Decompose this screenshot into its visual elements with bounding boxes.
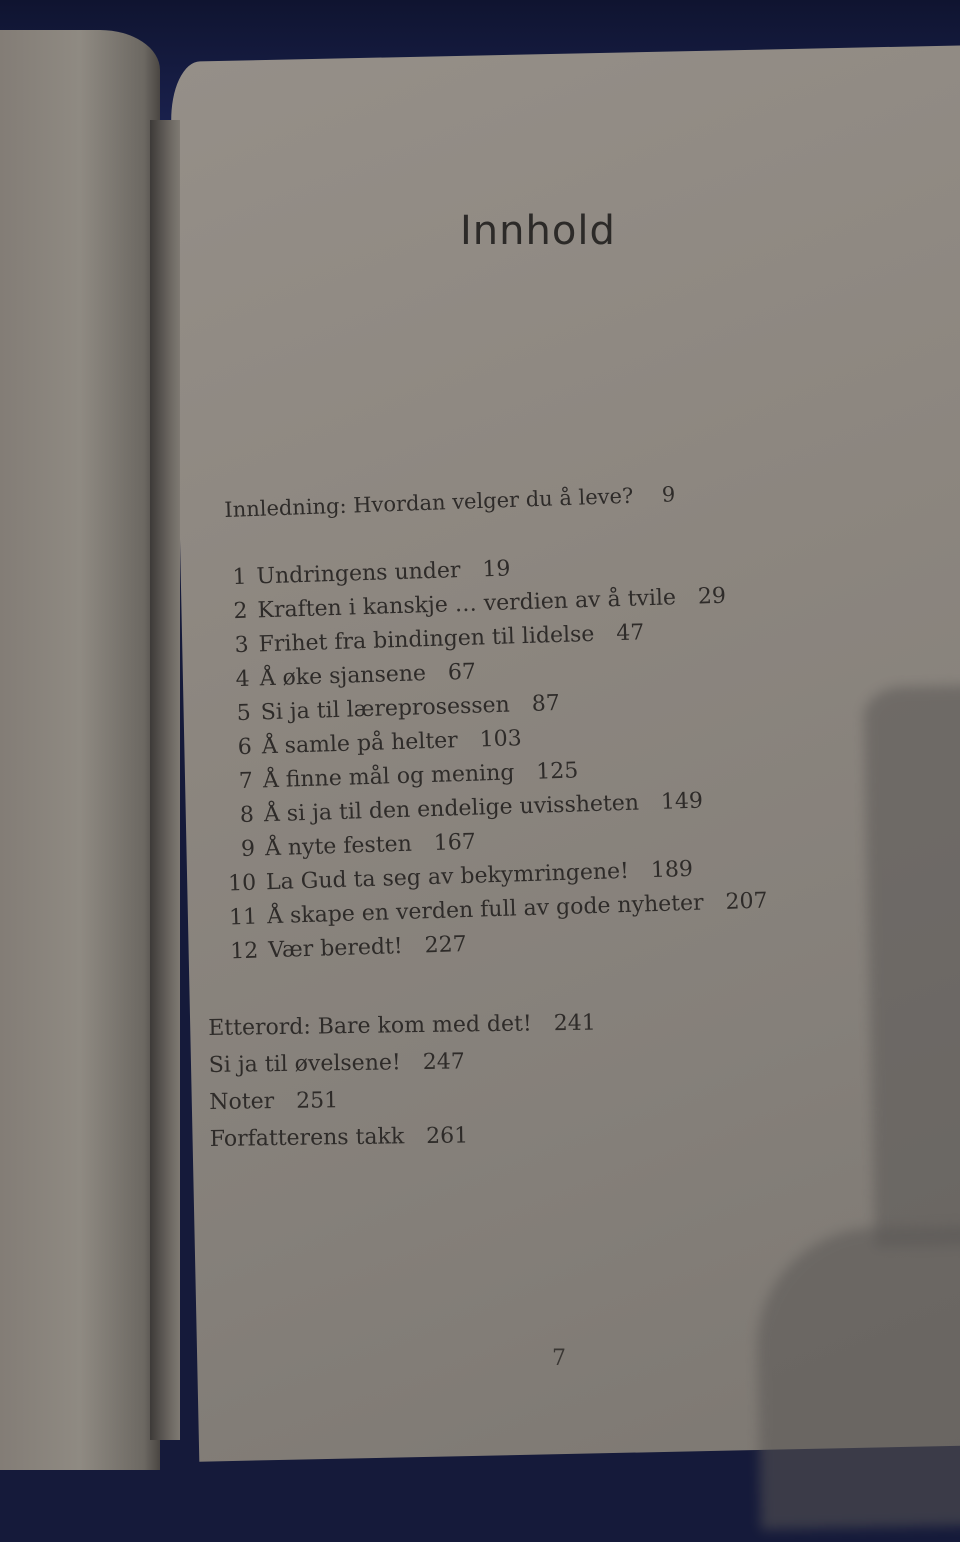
chapter-page-number: 189: [650, 856, 694, 884]
chapter-number: 8: [239, 802, 255, 829]
chapter-page-number: 47: [615, 620, 645, 647]
backmatter-title: Etterord: Bare kom med det!: [208, 1011, 532, 1041]
chapter-number: 6: [237, 734, 253, 761]
chapter-page-number: 29: [697, 583, 727, 610]
chapter-title: Si ja til læreprosessen: [260, 692, 511, 726]
chapter-title: Å skape en verden full av gode nyheter: [266, 890, 704, 930]
backmatter-page-number: 261: [426, 1123, 469, 1149]
chapter-number: 4: [235, 666, 251, 693]
backmatter-row: [209, 1079, 597, 1121]
chapter-title: Å samle på helter: [261, 728, 459, 760]
chapter-title: Kraften i kanskje … verdien av å tvile: [257, 585, 677, 624]
chapter-number: 11: [228, 904, 258, 931]
backmatter-page-number: 241: [553, 1010, 596, 1037]
page-title: Innhold: [460, 208, 616, 254]
chapter-title: La Gud ta seg av bekymringene!: [265, 858, 630, 896]
chapter-title: Vær beredt!: [267, 934, 404, 964]
page-number: 7: [552, 1346, 566, 1371]
backmatter-page-number: 251: [295, 1088, 339, 1114]
chapter-title: Undringens under: [256, 558, 461, 590]
chapter-number: 7: [238, 768, 254, 795]
backmatter-title: Noter: [209, 1089, 275, 1115]
chapter-page-number: 207: [725, 888, 768, 915]
backmatter-list: [208, 1005, 598, 1158]
chapter-title: Å øke sjansene: [259, 661, 427, 692]
chapter-page-number: 125: [535, 758, 579, 785]
chapter-page-number: 87: [531, 690, 561, 717]
backmatter-row: [208, 1005, 596, 1047]
chapter-title: Å finne mål og mening: [262, 760, 515, 794]
hand-shadow-lower: [755, 1224, 960, 1530]
chapter-number: 3: [234, 632, 250, 659]
intro-page-number: 9: [661, 482, 676, 507]
chapter-number: 12: [229, 938, 259, 965]
chapter-page-number: 167: [433, 829, 477, 856]
backmatter-title: Forfatterens takk: [209, 1124, 405, 1152]
chapter-page-number: 103: [479, 726, 523, 753]
left-book-page: [0, 30, 160, 1470]
chapter-title: Å si ja til den endelige uvissheten: [263, 790, 640, 828]
chapter-number: 10: [227, 870, 257, 897]
chapter-page-number: 67: [447, 659, 477, 686]
backmatter-row: [209, 1042, 597, 1084]
chapter-number: 9: [240, 836, 256, 863]
chapter-page-number: 149: [660, 788, 704, 815]
chapter-title: Å nyte festen: [264, 831, 413, 862]
chapter-page-number: 19: [482, 556, 511, 583]
chapter-number: 1: [232, 564, 247, 591]
chapter-number: 5: [236, 700, 252, 727]
backmatter-page-number: 247: [422, 1049, 465, 1076]
book-gutter: [150, 120, 180, 1440]
backmatter-row: [210, 1116, 598, 1158]
chapter-title: Frihet fra bindingen til lidelse: [258, 621, 595, 658]
chapter-number: 2: [233, 598, 248, 625]
chapter-list: [206, 545, 769, 970]
backmatter-title: Si ja til øvelsene!: [208, 1050, 401, 1078]
intro-title: Innledning: Hvordan velger du å leve?: [224, 483, 634, 522]
hand-shadow: [863, 684, 960, 1247]
chapter-page-number: 227: [424, 932, 468, 959]
